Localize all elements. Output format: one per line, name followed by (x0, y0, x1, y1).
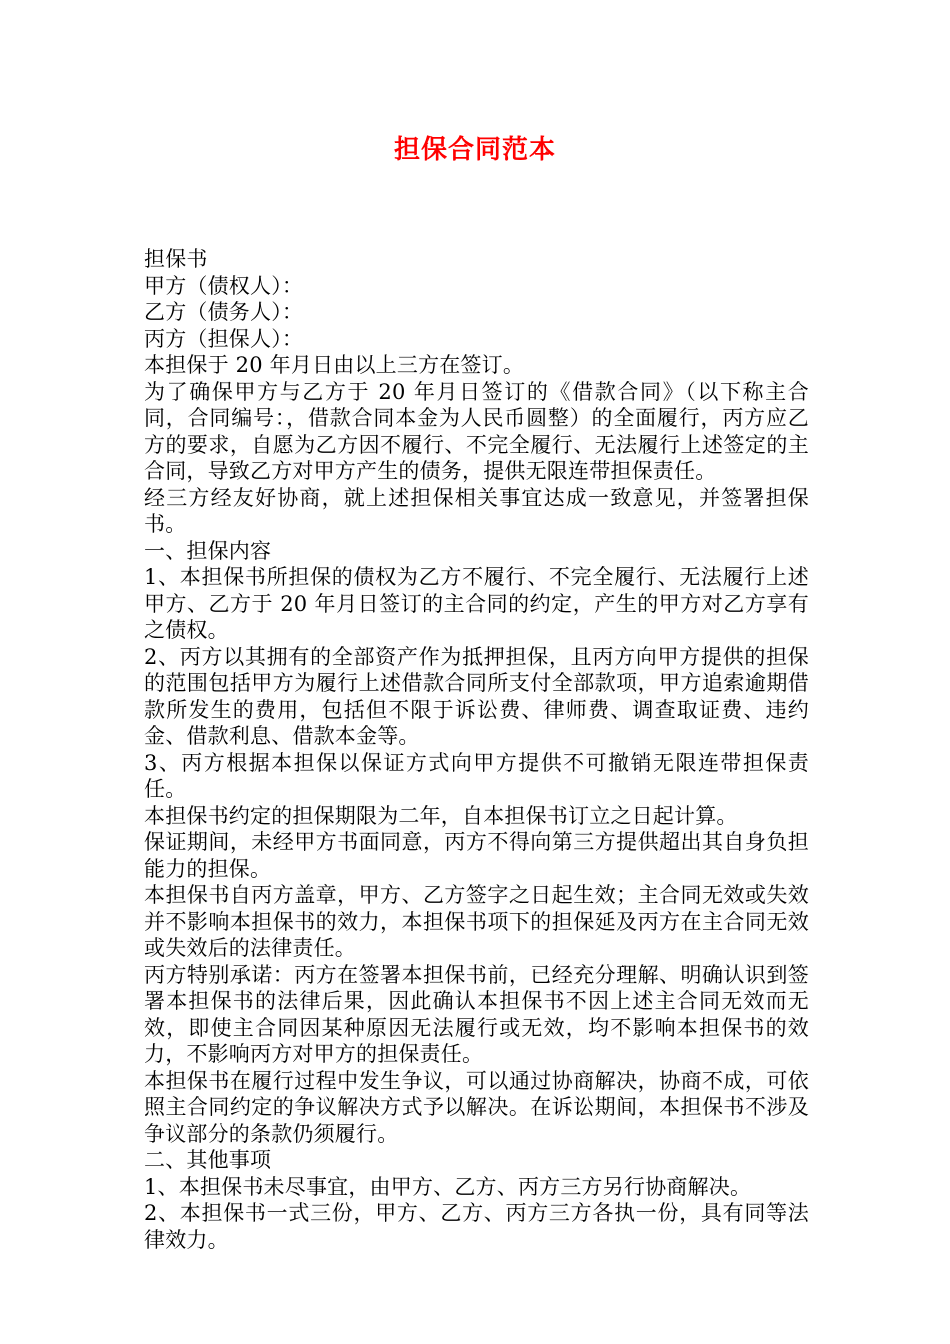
guarantee-period-paragraph: 本担保书约定的担保期限为二年，自本担保书订立之日起计算。 (144, 803, 738, 828)
effectiveness-paragraph: 本担保书自丙方盖章，甲方、乙方签字之日起生效；主合同无效或失效并不影响本担保书的效力，本担保书项下的担保延及丙方在主合同无效或失效后的法律责任。 (144, 883, 809, 960)
party-a-line: 甲方（债权人）： (144, 273, 304, 298)
special-commitment-paragraph: 丙方特别承诺：丙方在签署本担保书前，已经充分理解、明确认识到签署本担保书的法律后果，因此确认本担保书不因上述主合同无效而无效，即使主合同因某种原因无法履行或无效，均不影响本担保书的效力，不影响丙方对甲方的担保责任。 (144, 962, 809, 1066)
signing-date-paragraph: 本担保于 20 年月日由以上三方在签订。 (144, 353, 525, 377)
document-body (144, 246, 809, 1253)
other-clause-1: 1、本担保书未尽事宜，由甲方、乙方、丙方三方另行协商解决。 (144, 1174, 752, 1199)
section-heading-other-matters: 二、其他事项 (144, 1148, 272, 1172)
heading-guarantee-letter: 担保书 (144, 247, 208, 271)
document-title: 担保合同范本 (393, 135, 556, 165)
clause-2: 2、丙方以其拥有的全部资产作为抵押担保，且丙方向甲方提供的担保的范围包括甲方为履行上述借款合同所支付全部款项，甲方追索逾期借款所发生的费用，包括但不限于诉讼费、律师费、调查取证费、违约金、借款利息、借款本金等。 (144, 644, 809, 748)
other-clause-2: 2、本担保书一式三份，甲方、乙方、丙方三方各执一份，具有同等法律效力。 (144, 1201, 809, 1252)
section-heading-guarantee-content: 一、担保内容 (144, 538, 272, 563)
party-b-line: 乙方（债务人）： (144, 300, 304, 324)
party-c-line: 丙方（担保人）： (144, 326, 304, 351)
agreement-paragraph: 经三方经友好协商，就上述担保相关事宜达成一致意见，并签署担保书。 (144, 485, 809, 536)
restriction-paragraph: 保证期间，未经甲方书面同意，丙方不得向第三方提供超出其自身负担能力的担保。 (144, 830, 809, 881)
clause-1: 1、本担保书所担保的债权为乙方不履行、不完全履行、无法履行上述甲方、乙方于 20 年月日签订的主合同的约定，产生的甲方对乙方享有之债权。 (144, 565, 809, 642)
dispute-paragraph: 本担保书在履行过程中发生争议，可以通过协商解决，协商不成，可依照主合同约定的争议解决方式予以解决。在诉讼期间，本担保书不涉及争议部分的条款仍须履行。 (144, 1068, 809, 1146)
clause-3: 3、丙方根据本担保以保证方式向甲方提供不可撤销无限连带担保责任。 (144, 750, 809, 801)
purpose-paragraph: 为了确保甲方与乙方于 20 年月日签订的《借款合同》（以下称主合同，合同编号：，借款合同本金为人民币圆整）的全面履行，丙方应乙方的要求，自愿为乙方因不履行、不完全履行、无法履行上述签定的主合同，导致乙方对甲方产生的债务，提供无限连带担保责任。 (144, 379, 809, 483)
